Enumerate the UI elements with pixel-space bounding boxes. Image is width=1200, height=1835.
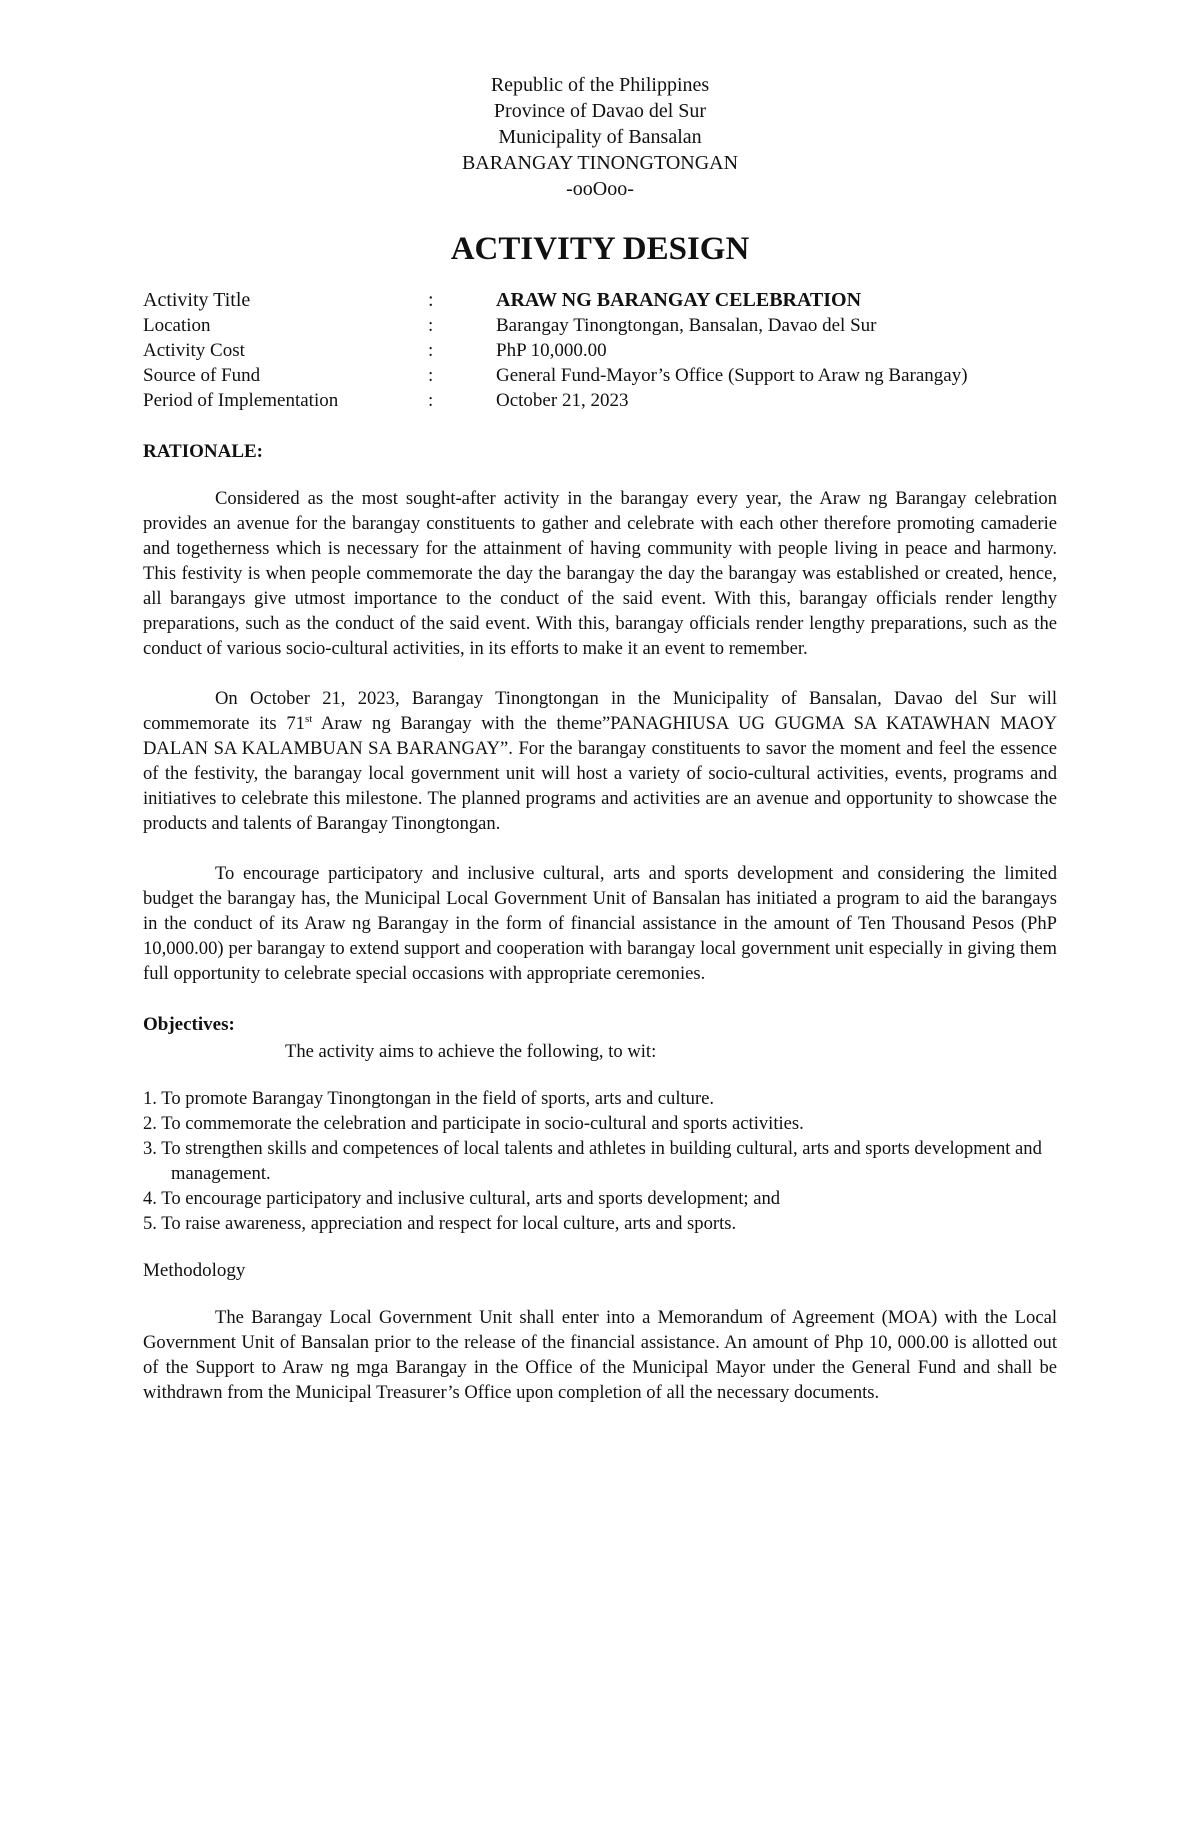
info-colon: :: [428, 390, 434, 411]
info-label: Source of Fund: [143, 365, 261, 386]
info-label: Activity Title: [143, 289, 251, 311]
activity-info-table: [143, 288, 1057, 413]
methodology-paragraph: The Barangay Local Government Unit shall enter into a Memorandum of Agreement (MOA) with the Local Government Unit of Bansalan prior to the release of the financial assistance. An amount of Php 10, 000.00 is allotted out of the Support to Araw ng mga Barangay in the Office of the Municipal Mayor under the General Fund and shall be withdrawn from the Municipal Treasurer’s Office upon completion of all the necessary documents.: [143, 1307, 1057, 1403]
letterhead: [143, 72, 1057, 202]
info-colon: :: [428, 289, 434, 311]
objective-item: 3. To strengthen skills and competences of local talents and athletes in building cultural, arts and sports development and management.: [143, 1138, 1042, 1184]
objectives-intro: The activity aims to achieve the following, to wit:: [285, 1041, 657, 1062]
info-value: General Fund-Mayor’s Office (Support to Araw ng Barangay): [496, 365, 968, 386]
info-row-period: [143, 388, 1057, 413]
objective-item: 4. To encourage participatory and inclusive cultural, arts and sports development; and: [143, 1188, 781, 1209]
info-colon: :: [428, 365, 434, 386]
header-republic: Republic of the Philippines: [490, 74, 710, 96]
info-row-fund: [143, 363, 1057, 388]
info-colon: :: [428, 340, 434, 361]
rationale-paragraph-3: To encourage participatory and inclusive cultural, arts and sports development and considering the limited budget the barangay has, the Municipal Local Government Unit of Bansalan has initiated a program to aid the barangays in the conduct of its Araw ng Barangay in the form of financial assistance in the amount of Ten Thousand Pesos (PhP 10,000.00) per barangay to extend support and cooperation with barangay local government unit especially in giving them full opportunity to celebrate special occasions with appropriate ceremonies.: [143, 863, 1057, 984]
header-municipality: Municipality of Bansalan: [498, 126, 702, 148]
info-value: October 21, 2023: [496, 390, 629, 411]
info-row-location: [143, 313, 1057, 338]
info-label: Activity Cost: [143, 340, 245, 361]
ordinal-suffix: st: [304, 712, 313, 725]
objectives-heading: Objectives:: [143, 1014, 235, 1035]
header-separator: -ooOoo-: [566, 178, 634, 200]
objective-item: 2. To commemorate the celebration and participate in socio-cultural and sports activities.: [143, 1113, 804, 1134]
header-province: Province of Davao del Sur: [493, 100, 707, 122]
info-value: PhP 10,000.00: [496, 340, 607, 361]
objective-item: 5. To raise awareness, appreciation and respect for local culture, arts and sports.: [143, 1213, 737, 1234]
info-value: ARAW NG BARANGAY CELEBRATION: [496, 289, 862, 311]
objective-item: 1. To promote Barangay Tinongtongan in the field of sports, arts and culture.: [143, 1088, 715, 1109]
rationale-heading: RATIONALE:: [143, 441, 263, 462]
info-row-cost: [143, 338, 1057, 363]
info-colon: :: [428, 315, 434, 336]
info-label: Location: [143, 315, 211, 336]
document-title: ACTIVITY DESIGN: [450, 231, 750, 267]
methodology-heading: Methodology: [143, 1260, 246, 1281]
objectives-list: [143, 1086, 1057, 1236]
rationale-paragraph-2: [143, 686, 1057, 836]
rationale-paragraph-2-text: On October 21, 2023, Barangay Tinongtongan in the Municipality of Bansalan, Davao del Sur will commemorate its 71: [143, 688, 1057, 734]
header-barangay: BARANGAY TINONGTONGAN: [461, 152, 739, 174]
info-value: Barangay Tinongtongan, Bansalan, Davao del Sur: [496, 315, 877, 336]
rationale-paragraph-1: Considered as the most sought-after activity in the barangay every year, the Araw ng Barangay celebration provides an avenue for the barangay constituents to gather and celebrate with each other therefore promoting camaderie and togetherness which is necessary for the attainment of having community with people living in peace and harmony. This festivity is when people commemorate the day the barangay the day the barangay was established or created, hence, all barangays give utmost importance to the conduct of the said event. With this, barangay officials render lengthy preparations, such as the conduct of the said event. With this, barangay officials render lengthy preparations, such as the conduct of various socio-cultural activities, in its efforts to make it an event to remember.: [143, 488, 1057, 659]
info-label: Period of Implementation: [143, 390, 339, 411]
info-row-activity-title: [143, 288, 1057, 313]
rationale-paragraph-2-text-cont: Araw ng Barangay with the theme”PANAGHIUSA UG GUGMA SA KATAWHAN MAOY DALAN SA KALAMBUAN SA BARANGAY”. For the barangay constituents to savor the moment and feel the essence of the festivity, the barangay local government unit will host a variety of socio-cultural activities, events, programs and initiatives to celebrate this milestone. The planned programs and activities are an avenue and opportunity to showcase the products and talents of Barangay Tinongtongan.: [143, 713, 1058, 834]
